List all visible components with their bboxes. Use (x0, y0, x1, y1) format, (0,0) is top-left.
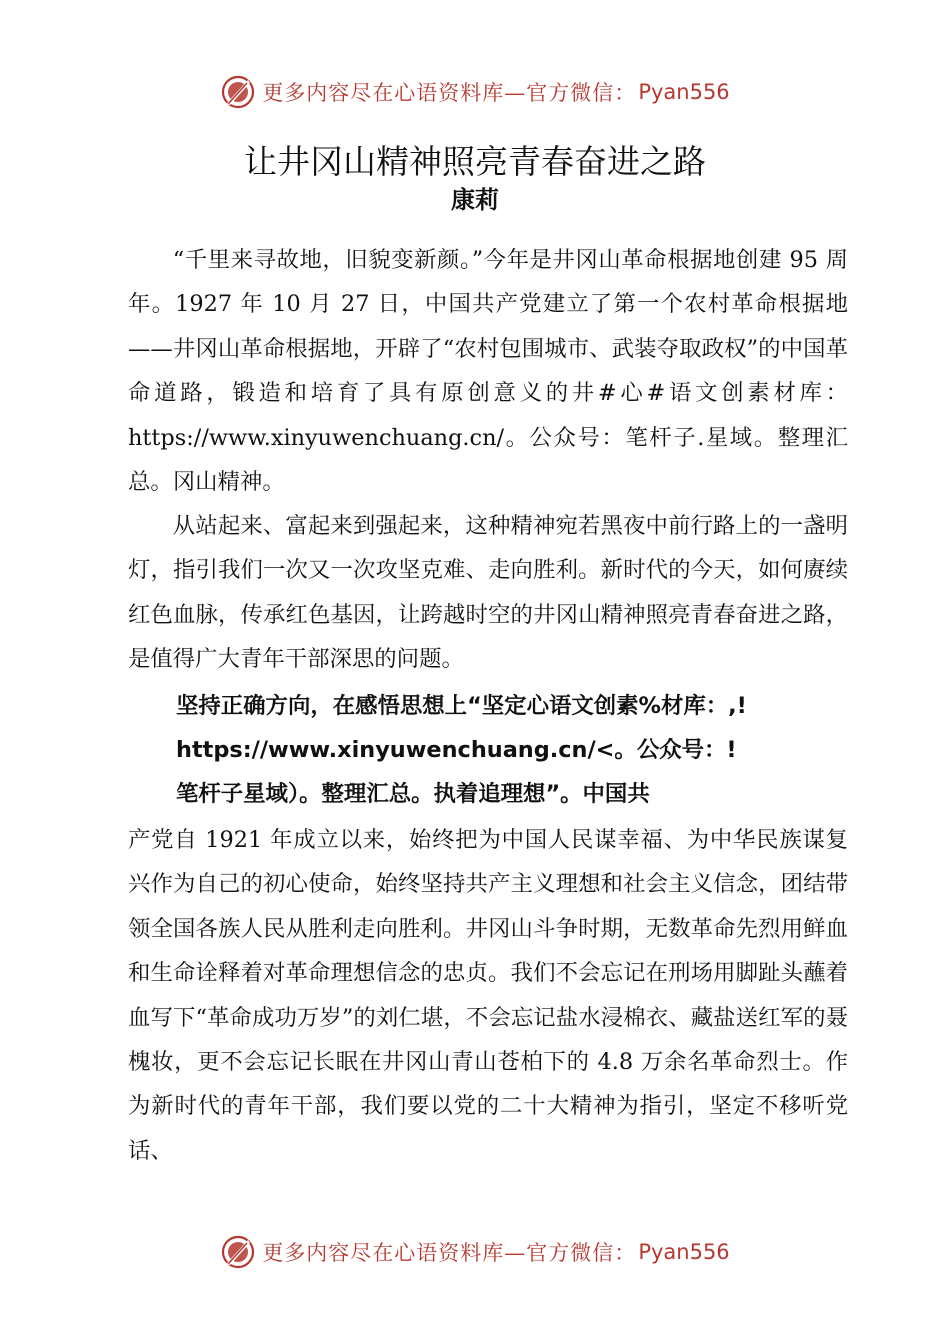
feather-seal-icon (220, 74, 256, 110)
author-name: 康莉 (451, 186, 499, 214)
header-watermark-banner (0, 72, 950, 112)
body-section-2 (128, 504, 848, 682)
banner-wechat-id: Pyan556 (638, 1240, 730, 1264)
heading-line-1: 坚持正确方向，在感悟思想上“坚定心语文创素%材库：,! (176, 693, 747, 719)
heading-line-3: 笔杆子星域）。整理汇总。执着追理想”。中国共 (176, 781, 650, 807)
paragraph-1: “千里来寻故地，旧貌变新颜。”今年是井冈山革命根据地创建 95 周年。1927 年 10 月 27 日，中国共产党建立了第一个农村革命根据地——井冈山革命根据地，开辟了“农村包围城市、武装夺取政权”的中国革命道路，锻造和培育了具有原创意义的井#心#语文创素材库：https://www.xinyuwenchuang.cn/。公众号：笔杆子.星域。整理汇总。冈山精神。 (128, 247, 848, 496)
banner-text: 更多内容尽在心语资料库—官方微信： (262, 81, 637, 105)
body-section-3 (128, 818, 848, 1173)
footer-watermark-banner (0, 1232, 950, 1272)
feather-seal-icon (220, 1234, 256, 1270)
section-heading (176, 684, 856, 816)
paragraph-2: 从站起来、富起来到强起来，这种精神宛若黑夜中前行路上的一盏明灯，指引我们一次又一次攻坚克难、走向胜利。新时代的今天，如何赓续红色血脉，传承红色基因，让跨越时空的井冈山精神照亮青春奋进之路，是值得广大青年干部深思的问题。 (128, 513, 848, 673)
heading-line-2: https://www.xinyuwenchuang.cn/<。公众号：! (176, 737, 737, 763)
document-title: 让井冈山精神照亮青春奋进之路 (244, 142, 706, 181)
body-section-1 (128, 238, 848, 504)
paragraph-3: 产党自 1921 年成立以来，始终把为中国人民谋幸福、为中华民族谋复兴作为自己的初心使命，始终坚持共产主义理想和社会主义信念，团结带领全国各族人民从胜利走向胜利。井冈山斗争时期，无数革命先烈用鲜血和生命诠释着对革命理想信念的忠贞。我们不会忘记在刑场用脚趾头蘸着血写下“革命成功万岁”的刘仁堪，不会忘记盐水浸棉衣、藏盐送红军的聂槐妆，更不会忘记长眠在井冈山青山苍柏下的 4.8 万余名革命烈士。作为新时代的青年干部，我们要以党的二十大精神为指引，坚定不移听党话、 (128, 827, 848, 1164)
banner-wechat-id: Pyan556 (638, 80, 730, 104)
banner-text: 更多内容尽在心语资料库—官方微信： (262, 1241, 637, 1265)
